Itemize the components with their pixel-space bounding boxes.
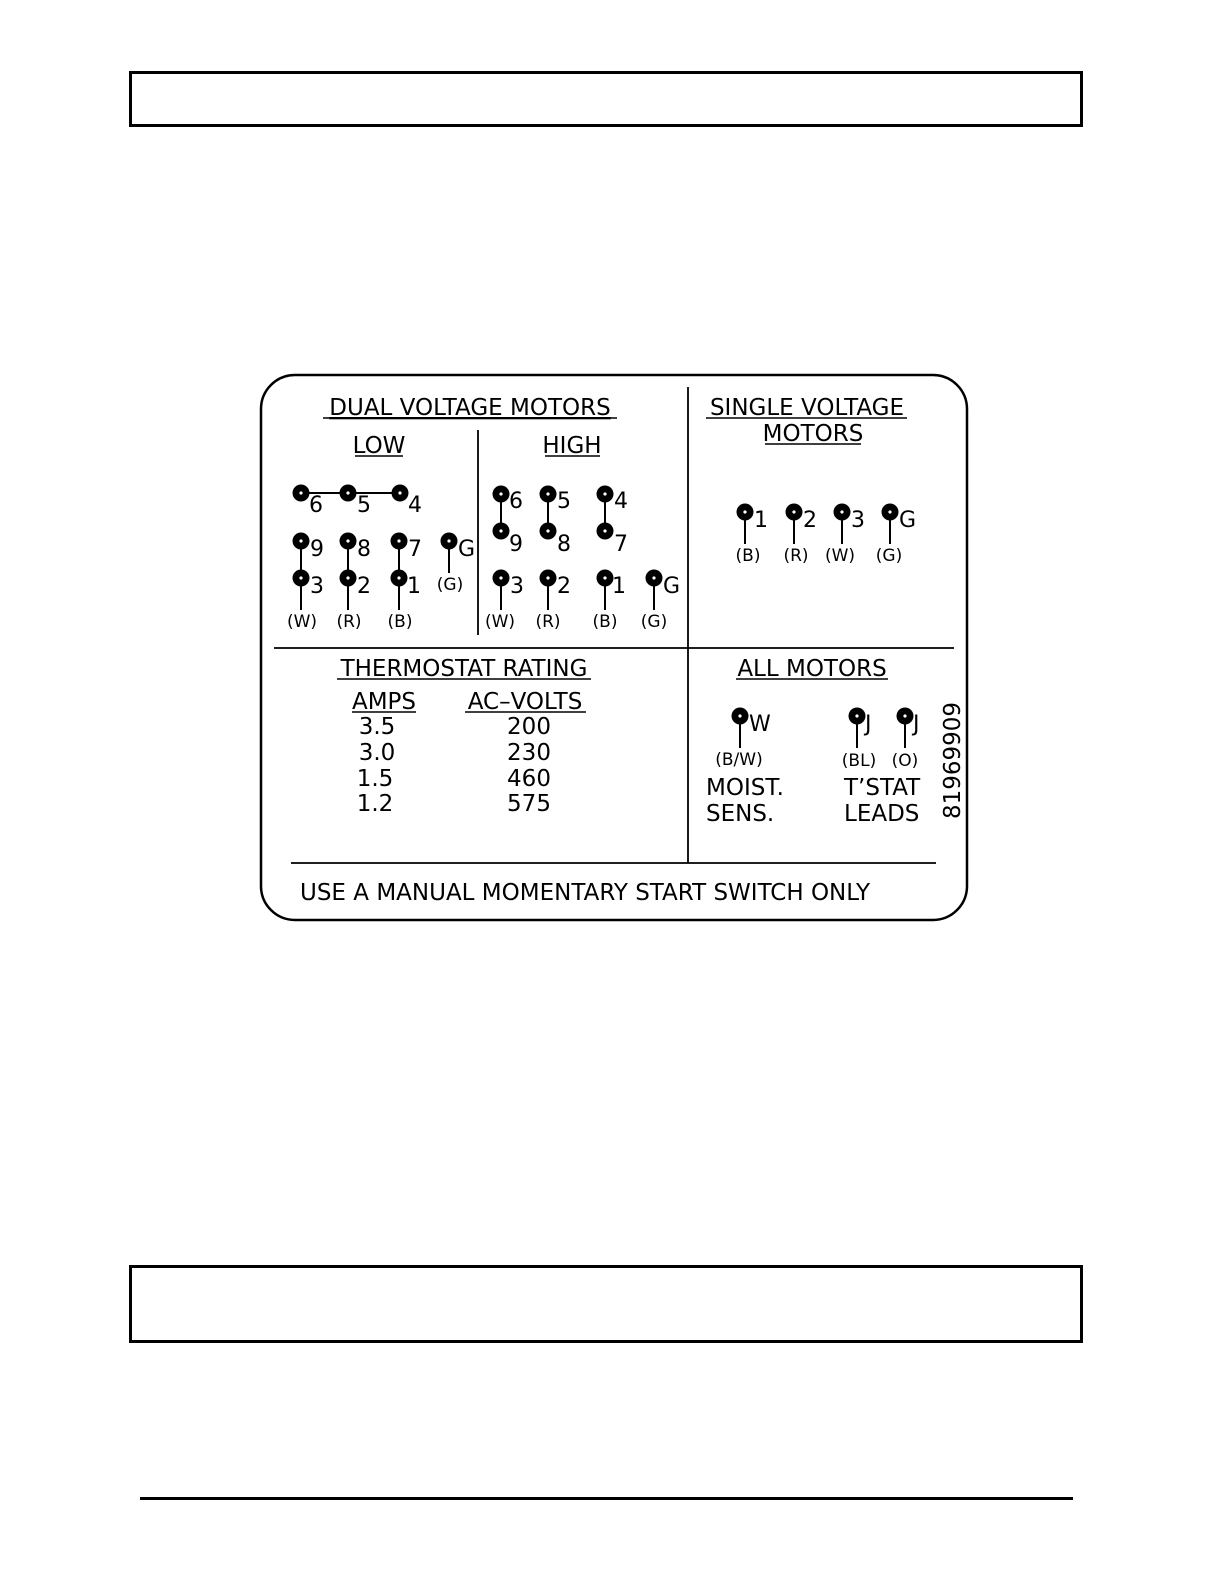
single-terminal-1 (737, 504, 754, 521)
single-label-g: G (899, 508, 917, 533)
volts-row-1: 200 (507, 714, 551, 740)
volts-row-2: 230 (507, 740, 551, 766)
high-terminal-5 (540, 486, 557, 503)
thermostat-title: THERMOSTAT RATING (340, 656, 588, 682)
amps-row-3: 1.5 (356, 766, 394, 792)
moist-sens-line2: SENS. (706, 801, 775, 827)
start-switch-instruction: USE A MANUAL MOMENTARY START SWITCH ONLY (300, 880, 871, 906)
single-wire-b: (B) (735, 546, 761, 566)
tstat-wire-o: (O) (891, 751, 919, 771)
high-label-g: G (663, 574, 681, 599)
single-wire-w: (W) (824, 546, 856, 566)
low-terminal-3 (293, 570, 310, 587)
high-label-7: 7 (614, 532, 628, 557)
low-label-g: G (458, 537, 476, 562)
low-label-3: 3 (310, 574, 324, 599)
amps-row-2: 3.0 (358, 740, 396, 766)
low-label-6: 6 (309, 493, 323, 518)
tstat-terminal-2 (897, 708, 914, 725)
single-wire-g: (G) (875, 546, 903, 566)
high-wire-b: (B) (592, 612, 618, 632)
low-terminal-g (441, 533, 458, 550)
moist-sens-line1: MOIST. (706, 775, 784, 801)
tstat-terminal-label-2: J (913, 712, 920, 737)
low-terminal-1 (391, 570, 408, 587)
single-wire-r: (R) (783, 546, 809, 566)
high-terminal-3 (493, 570, 510, 587)
low-wire-r: (R) (336, 612, 362, 632)
high-label-2: 2 (557, 574, 571, 599)
single-label-3: 3 (851, 508, 865, 533)
high-label-9: 9 (509, 532, 523, 557)
low-label-5: 5 (357, 493, 371, 518)
high-wire-w: (W) (484, 612, 516, 632)
high-terminal-4 (597, 486, 614, 503)
amps-header: AMPS (351, 689, 417, 715)
low-wire-w: (W) (286, 612, 318, 632)
single-terminal-g (882, 504, 899, 521)
low-terminal-8 (340, 533, 357, 550)
single-terminal-2 (786, 504, 803, 521)
moist-terminal-label: W (749, 712, 771, 737)
high-label-8: 8 (557, 532, 571, 557)
high-label-5: 5 (557, 489, 571, 514)
low-terminal-9 (293, 533, 310, 550)
low-terminal-4 (392, 485, 409, 502)
high-label-6: 6 (509, 489, 523, 514)
high-terminal-8 (540, 523, 557, 540)
low-terminal-5 (340, 485, 357, 502)
low-label-1: 1 (407, 574, 421, 599)
low-title: LOW (352, 433, 406, 459)
high-label-1: 1 (612, 574, 626, 599)
volts-header: AC–VOLTS (467, 689, 583, 715)
part-number: 81969909 (940, 701, 966, 819)
low-label-4: 4 (408, 493, 422, 518)
tstat-terminal-label-1: J (865, 712, 872, 737)
high-terminal-1 (597, 570, 614, 587)
single-label-2: 2 (803, 508, 817, 533)
low-terminal-7 (391, 533, 408, 550)
high-label-4: 4 (614, 489, 628, 514)
high-wire-r: (R) (535, 612, 561, 632)
low-label-9: 9 (310, 537, 324, 562)
amps-row-4: 1.2 (356, 791, 394, 817)
volts-row-3: 460 (507, 766, 551, 792)
low-terminal-6 (293, 485, 310, 502)
tstat-leads-line2: LEADS (844, 801, 920, 827)
high-terminal-2 (540, 570, 557, 587)
low-wire-b: (B) (387, 612, 413, 632)
volts-row-4: 575 (507, 791, 551, 817)
single-title-line1: SINGLE VOLTAGE (709, 395, 905, 421)
moist-wire: (B/W) (715, 750, 763, 770)
all-motors-title: ALL MOTORS (737, 656, 887, 682)
moist-terminal (732, 708, 749, 725)
tstat-leads-line1: T’STAT (844, 775, 921, 801)
high-label-3: 3 (510, 574, 524, 599)
high-terminal-g (646, 570, 663, 587)
tstat-terminal-1 (849, 708, 866, 725)
single-title-line2: MOTORS (762, 421, 864, 447)
single-label-1: 1 (754, 508, 768, 533)
high-terminal-7 (597, 523, 614, 540)
low-label-2: 2 (357, 574, 371, 599)
single-terminal-3 (834, 504, 851, 521)
low-label-8: 8 (357, 537, 371, 562)
dual-voltage-title: DUAL VOLTAGE MOTORS (329, 395, 611, 421)
tstat-wire-bl: (BL) (841, 751, 877, 771)
high-terminal-6 (493, 486, 510, 503)
amps-row-1: 3.5 (358, 714, 396, 740)
high-title: HIGH (542, 433, 602, 459)
low-terminal-2 (340, 570, 357, 587)
low-wire-g: (G) (436, 575, 464, 595)
high-wire-g: (G) (640, 612, 668, 632)
low-label-7: 7 (408, 537, 422, 562)
high-terminal-9 (493, 523, 510, 540)
